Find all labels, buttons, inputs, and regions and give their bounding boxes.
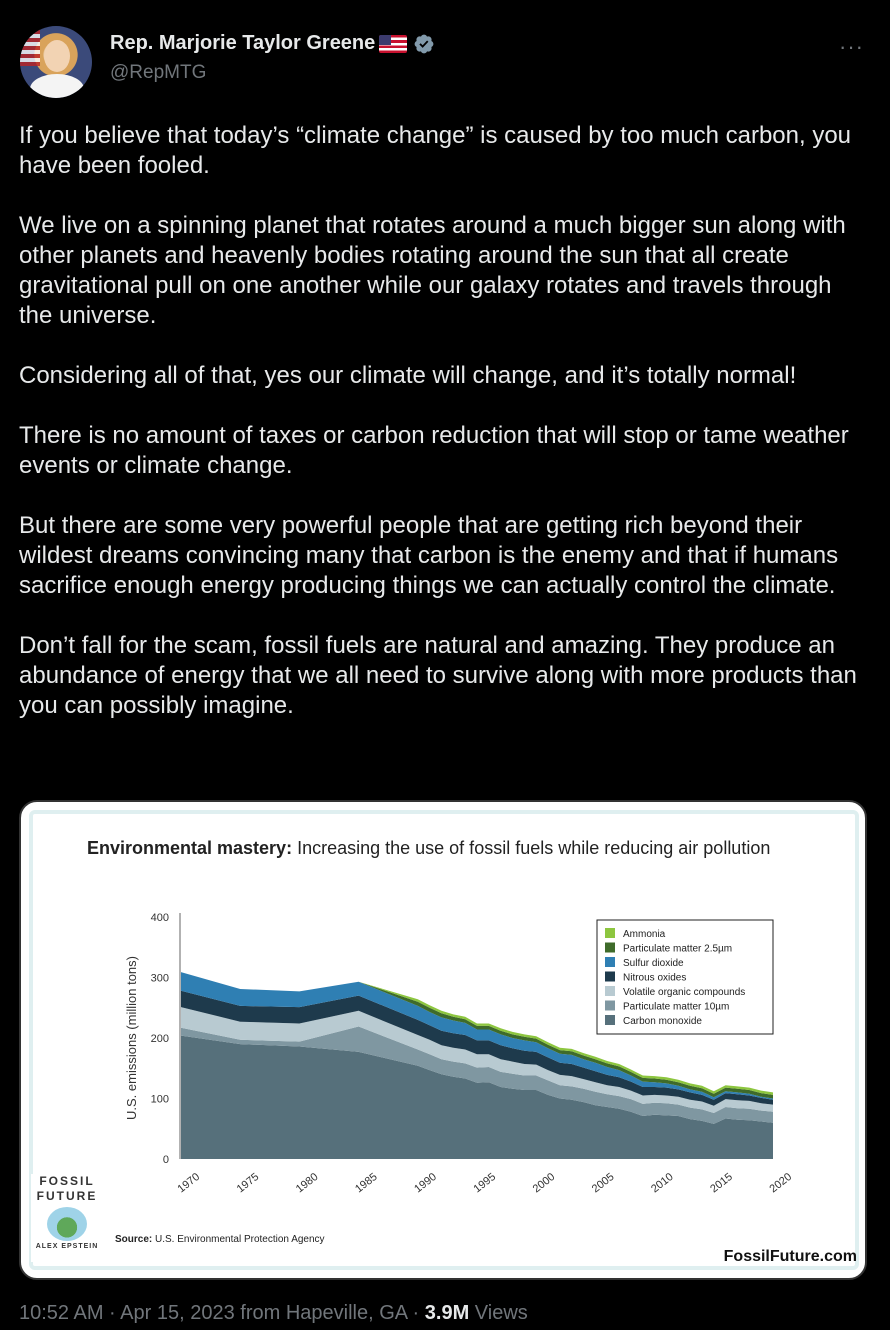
- x-tick-label: 1990: [412, 1170, 439, 1196]
- x-tick-label: 1985: [353, 1170, 380, 1196]
- x-tick-label: 1980: [293, 1170, 321, 1196]
- chart-title-bold: Environmental mastery:: [87, 838, 293, 858]
- x-tick-label: 2020: [767, 1170, 795, 1196]
- legend-label: Nitrous oxides: [623, 972, 687, 984]
- avatar[interactable]: [20, 26, 92, 98]
- source-label: Source:: [115, 1234, 153, 1245]
- globe-icon: [47, 1207, 87, 1241]
- chart-source: [115, 1234, 325, 1245]
- tweet-media-image[interactable]: [19, 800, 867, 1280]
- tweet-paragraph: We live on a spinning planet that rotates around a much bigger sun along with other planets and heavenly bodies rotating around the sun that all create gravitational pull on one another while our galaxy rotates and travels through the universe.: [19, 212, 846, 329]
- author-name[interactable]: Rep. Marjorie Taylor Greene: [110, 32, 376, 54]
- legend-swatch: [605, 1001, 615, 1011]
- x-tick-label: 2010: [649, 1170, 676, 1196]
- us-flag-icon: [379, 35, 407, 53]
- tweet-paragraph: If you believe that today’s “climate change” is caused by too much carbon, you have been fooled.: [19, 122, 852, 179]
- more-horizontal-icon[interactable]: ···: [839, 34, 864, 59]
- y-tick-label: 0: [162, 1154, 169, 1166]
- logo-line-1: FOSSIL: [39, 1174, 95, 1188]
- fossil-future-logo: [31, 1174, 103, 1262]
- views-count: 3.9M: [424, 1302, 470, 1324]
- logo-line-2: FUTURE: [36, 1189, 98, 1203]
- y-axis-label: U.S. emissions (million tons): [124, 956, 139, 1120]
- x-tick-label: 2005: [589, 1170, 617, 1196]
- y-tick-label: 200: [150, 1033, 169, 1045]
- y-tick-label: 100: [150, 1093, 169, 1106]
- author-name-row[interactable]: [110, 32, 435, 55]
- legend-label: Particulate matter 10µm: [623, 1001, 730, 1013]
- tweet-paragraph: There is no amount of taxes or carbon reduction that will stop or tame weather events or climate change.: [19, 422, 849, 479]
- chart-title-rest: Increasing the use of fossil fuels while reducing air pollution: [292, 838, 771, 858]
- tweet-paragraph: Don’t fall for the scam, fossil fuels are natural and amazing. They produce an abundance of energy that we all need to survive along with more products than you can possibly imagine.: [19, 632, 857, 719]
- emissions-chart: [21, 802, 865, 1278]
- legend-label: Ammonia: [623, 929, 666, 940]
- legend-swatch: [605, 972, 615, 982]
- legend-label: Volatile organic compounds: [623, 987, 746, 998]
- legend-swatch: [605, 943, 615, 953]
- author-handle[interactable]: @RepMTG: [110, 62, 207, 83]
- tweet-header: [20, 24, 870, 100]
- source-text: U.S. Environmental Protection Agency: [152, 1234, 325, 1245]
- x-tick-label: 2000: [530, 1170, 558, 1196]
- tweet-text: [19, 121, 869, 721]
- y-tick-label: 400: [150, 912, 169, 924]
- brand-url: FossilFuture.com: [723, 1248, 857, 1265]
- logo-line-3: ALEX EPSTEIN: [35, 1243, 99, 1250]
- legend-swatch: [605, 986, 615, 996]
- x-tick-label: 1970: [175, 1170, 203, 1196]
- verified-badge-icon: [413, 33, 435, 55]
- legend-label: Sulfur dioxide: [623, 958, 684, 969]
- tweet-paragraph: But there are some very powerful people that are getting rich beyond their wildest dreams convincing many that carbon is the enemy and that if humans sacrifice enough energy producing things we can actually control the climate.: [19, 512, 839, 599]
- x-tick-label: 1975: [234, 1170, 262, 1196]
- x-tick-label: 1995: [471, 1170, 499, 1196]
- tweet-paragraph: Considering all of that, yes our climate will change, and it’s totally normal!: [19, 362, 797, 389]
- y-tick-label: 300: [150, 972, 169, 985]
- legend-swatch: [605, 1015, 615, 1025]
- legend-label: Particulate matter 2.5µm: [623, 943, 733, 955]
- legend-swatch: [605, 957, 615, 967]
- timestamp-location[interactable]: 10:52 AM · Apr 15, 2023 from Hapeville, GA ·: [19, 1302, 425, 1324]
- legend-swatch: [605, 928, 615, 938]
- legend-label: Carbon monoxide: [623, 1016, 702, 1027]
- views-label: Views: [469, 1302, 528, 1324]
- tweet-footer: [19, 1302, 528, 1325]
- x-tick-label: 2015: [708, 1170, 735, 1196]
